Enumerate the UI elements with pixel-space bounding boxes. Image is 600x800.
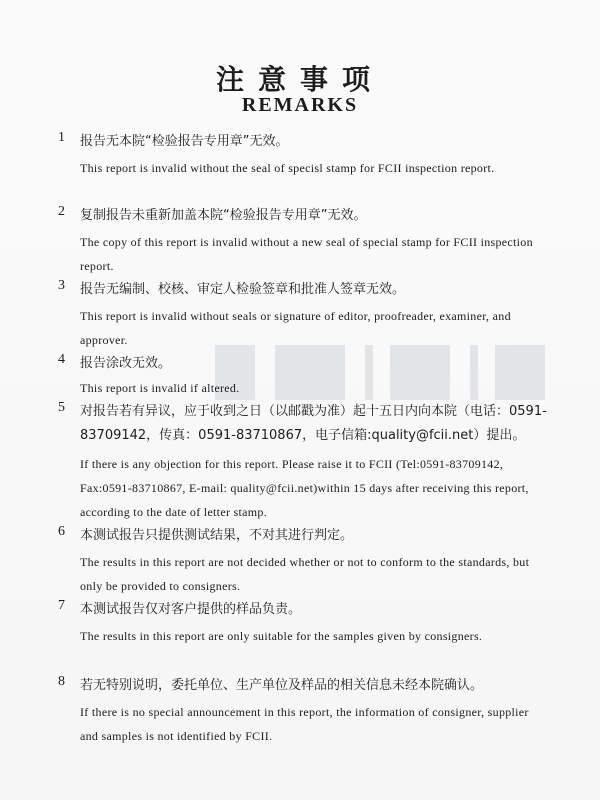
remark-text-cn: 报告无编制、校核、审定人检验签章和批准人签章无效。 xyxy=(80,282,406,297)
remark-number: 3 xyxy=(58,278,65,293)
remark-number: 1 xyxy=(58,130,65,145)
remark-text-en: The copy of this report is invalid without a new seal of special stamp for FCII inspection report. xyxy=(80,235,533,273)
remark-text-cn: 报告涂改无效。 xyxy=(80,356,172,371)
remark-number: 4 xyxy=(58,352,65,367)
remark-text-cn: 若无特别说明，委托单位、生产单位及样品的相关信息未经本院确认。 xyxy=(80,678,484,693)
remark-text-cn: 报告无本院“检验报告专用章”无效。 xyxy=(80,134,289,149)
remark-number: 2 xyxy=(58,204,65,219)
remark-number: 8 xyxy=(58,674,65,689)
remark-text-cn: 本测试报告仅对客户提供的样品负责。 xyxy=(80,602,302,617)
page-title-en: REMARKS xyxy=(241,94,359,116)
remark-text-en: This report is invalid without seals or signature of editor, proofreader, examiner, and approver. xyxy=(80,309,511,347)
remark-text-en: The results in this report are only suitable for the samples given by consigners. xyxy=(80,629,483,643)
page-title-cn: 注意事项 xyxy=(215,63,384,96)
remark-text-en: If there is no special announcement in this report, the information of consigner, supplier and samples is not identified by FCII. xyxy=(80,705,529,743)
remark-number: 7 xyxy=(58,598,65,613)
remark-text-en: This report is invalid if altered. xyxy=(80,381,240,395)
remark-text-en: This report is invalid without the seal of specisl stamp for FCII inspection report. xyxy=(80,161,495,175)
remark-text-en: If there is any objection for this report. Please raise it to FCII (Tel:0591-83709142, Fax:0591-83710867, E-mail: quality@fcii.net)within 15 days after receiving this report, according to the date of letter stamp. xyxy=(80,457,529,519)
remark-number: 5 xyxy=(58,400,65,415)
remark-text-cn: 对报告若有异议，应于收到之日（以邮戳为准）起十五日内向本院（电话：0591-83709142，传真：0591-83710867，电子信箱:quality@fcii.net）提出。 xyxy=(80,404,547,443)
remark-number: 6 xyxy=(58,524,65,539)
remark-text-en: The results in this report are not decided whether or not to conform to the standards, but only be provided to consigners. xyxy=(80,555,530,593)
remark-text-cn: 本测试报告只提供测试结果，不对其进行判定。 xyxy=(80,528,354,543)
remark-text-cn: 复制报告未重新加盖本院“检验报告专用章”无效。 xyxy=(80,208,367,223)
